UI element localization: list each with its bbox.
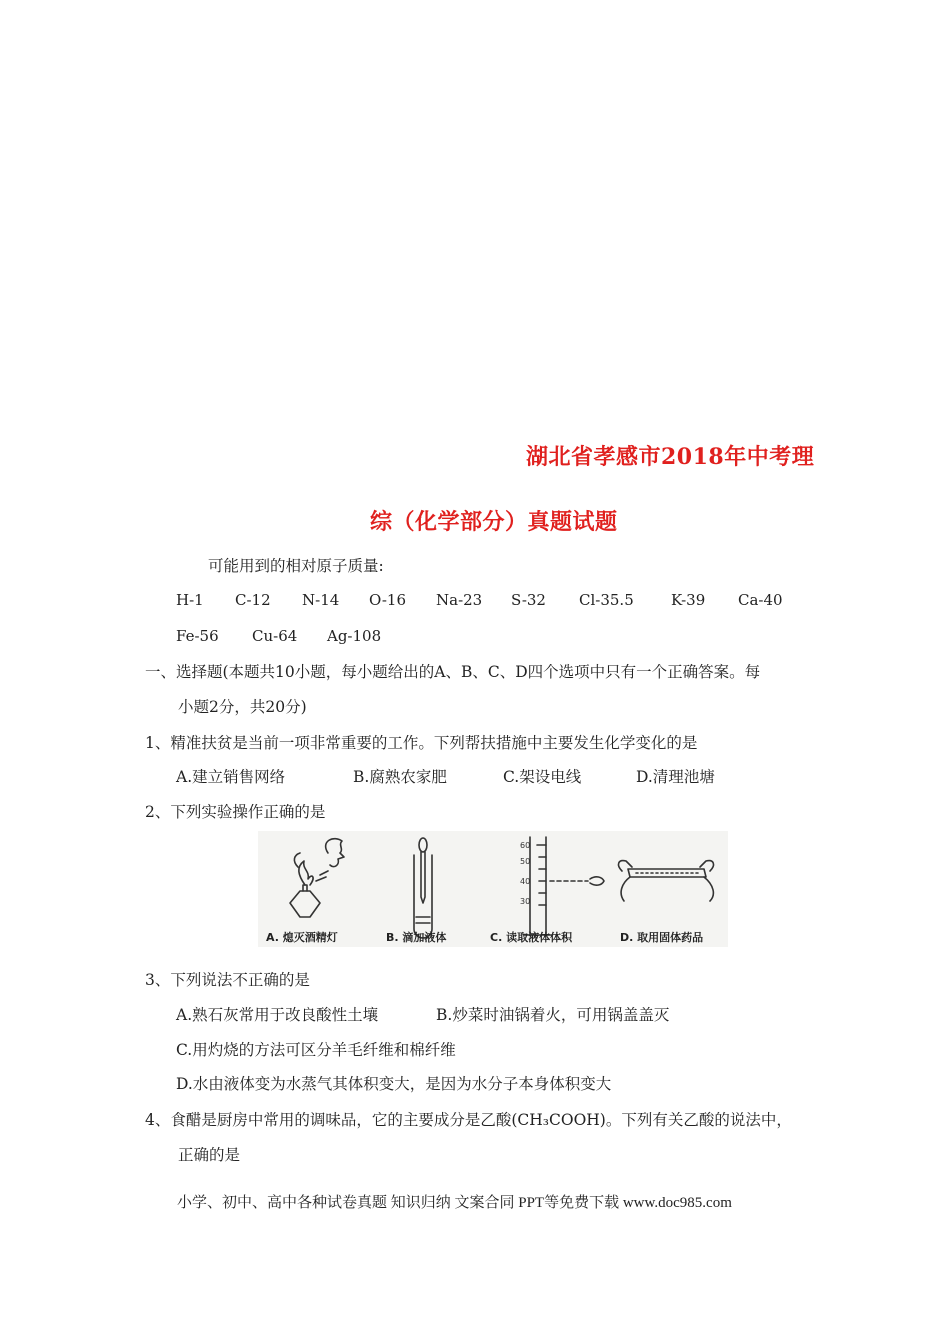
dropper-test-tube-illustration	[414, 838, 432, 938]
atomic-mass-item: C-12	[235, 591, 271, 609]
paper-trough-illustration	[619, 861, 714, 901]
atomic-mass-item: Ca-40	[738, 591, 783, 609]
alcohol-lamp-illustration	[290, 839, 344, 917]
cylinder-tick-label: 50	[520, 857, 531, 866]
question-4-stem-line1: 4、食醋是厨房中常用的调味品，它的主要成分是乙酸(CH₃COOH)。下列有关乙酸的说法中，	[145, 1111, 792, 1129]
atomic-mass-item: Fe-56	[176, 627, 219, 645]
atomic-mass-item: H-1	[176, 591, 204, 609]
atomic-mass-intro: 可能用到的相对原子质量:	[208, 557, 384, 575]
lab-operations-figure	[258, 831, 728, 947]
footer-text: 小学、初中、高中各种试卷真题 知识归纳 文案合同 PPT等免费下载 www.doc985.com	[177, 1195, 732, 1211]
atomic-mass-item: O-16	[369, 591, 407, 609]
question-3-stem: 3、下列说法不正确的是	[145, 971, 310, 989]
question-3-option-d: D.水由液体变为水蒸气其体积变大，是因为水分子本身体积变大	[176, 1075, 612, 1093]
cylinder-tick-label: 40	[520, 877, 531, 886]
atomic-mass-item: Ag-108	[327, 627, 382, 645]
section-header-line1: 一、选择题(本题共10小题，每小题给出的A、B、C、D四个选项中只有一个正确答案。每	[145, 663, 761, 681]
atomic-mass-item: N-14	[302, 591, 340, 609]
atomic-mass-item: S-32	[511, 591, 546, 609]
atomic-mass-item: Na-23	[436, 591, 483, 609]
section-header-line2: 小题2分，共20分)	[178, 698, 307, 716]
graduated-cylinder-illustration	[524, 837, 604, 935]
page-title-line1: 湖北省孝感市2018年中考理	[526, 444, 815, 470]
figure-caption-d: D. 取用固体药品	[620, 931, 704, 944]
atomic-mass-item: K-39	[671, 591, 706, 609]
figure-caption-a: A. 熄灭酒精灯	[266, 931, 338, 944]
question-1-option-b: B.腐熟农家肥	[353, 768, 447, 786]
question-1-option-c: C.架设电线	[503, 768, 582, 786]
cylinder-tick-label: 30	[520, 897, 531, 906]
question-1-stem: 1、精准扶贫是当前一项非常重要的工作。下列帮扶措施中主要发生化学变化的是	[145, 734, 698, 752]
atomic-mass-item: Cu-64	[252, 627, 298, 645]
atomic-mass-item: Cl-35.5	[579, 591, 634, 609]
cylinder-tick-label: 60	[520, 841, 531, 850]
question-3-option-b: B.炒菜时油锅着火，可用锅盖盖灭	[436, 1006, 670, 1024]
question-2-stem: 2、下列实验操作正确的是	[145, 803, 326, 821]
figure-caption-b: B. 滴加液体	[386, 931, 447, 944]
page-title-line2: 综（化学部分）真题试题	[370, 509, 618, 535]
question-4-stem-line2: 正确的是	[178, 1146, 241, 1164]
question-3-option-c: C.用灼烧的方法可区分羊毛纤维和棉纤维	[176, 1041, 456, 1059]
question-3-option-a: A.熟石灰常用于改良酸性土壤	[176, 1006, 379, 1024]
question-1-option-a: A.建立销售网络	[176, 768, 286, 786]
question-1-option-d: D.清理池塘	[636, 768, 715, 786]
figure-caption-c: C. 读取液体体积	[490, 931, 573, 944]
